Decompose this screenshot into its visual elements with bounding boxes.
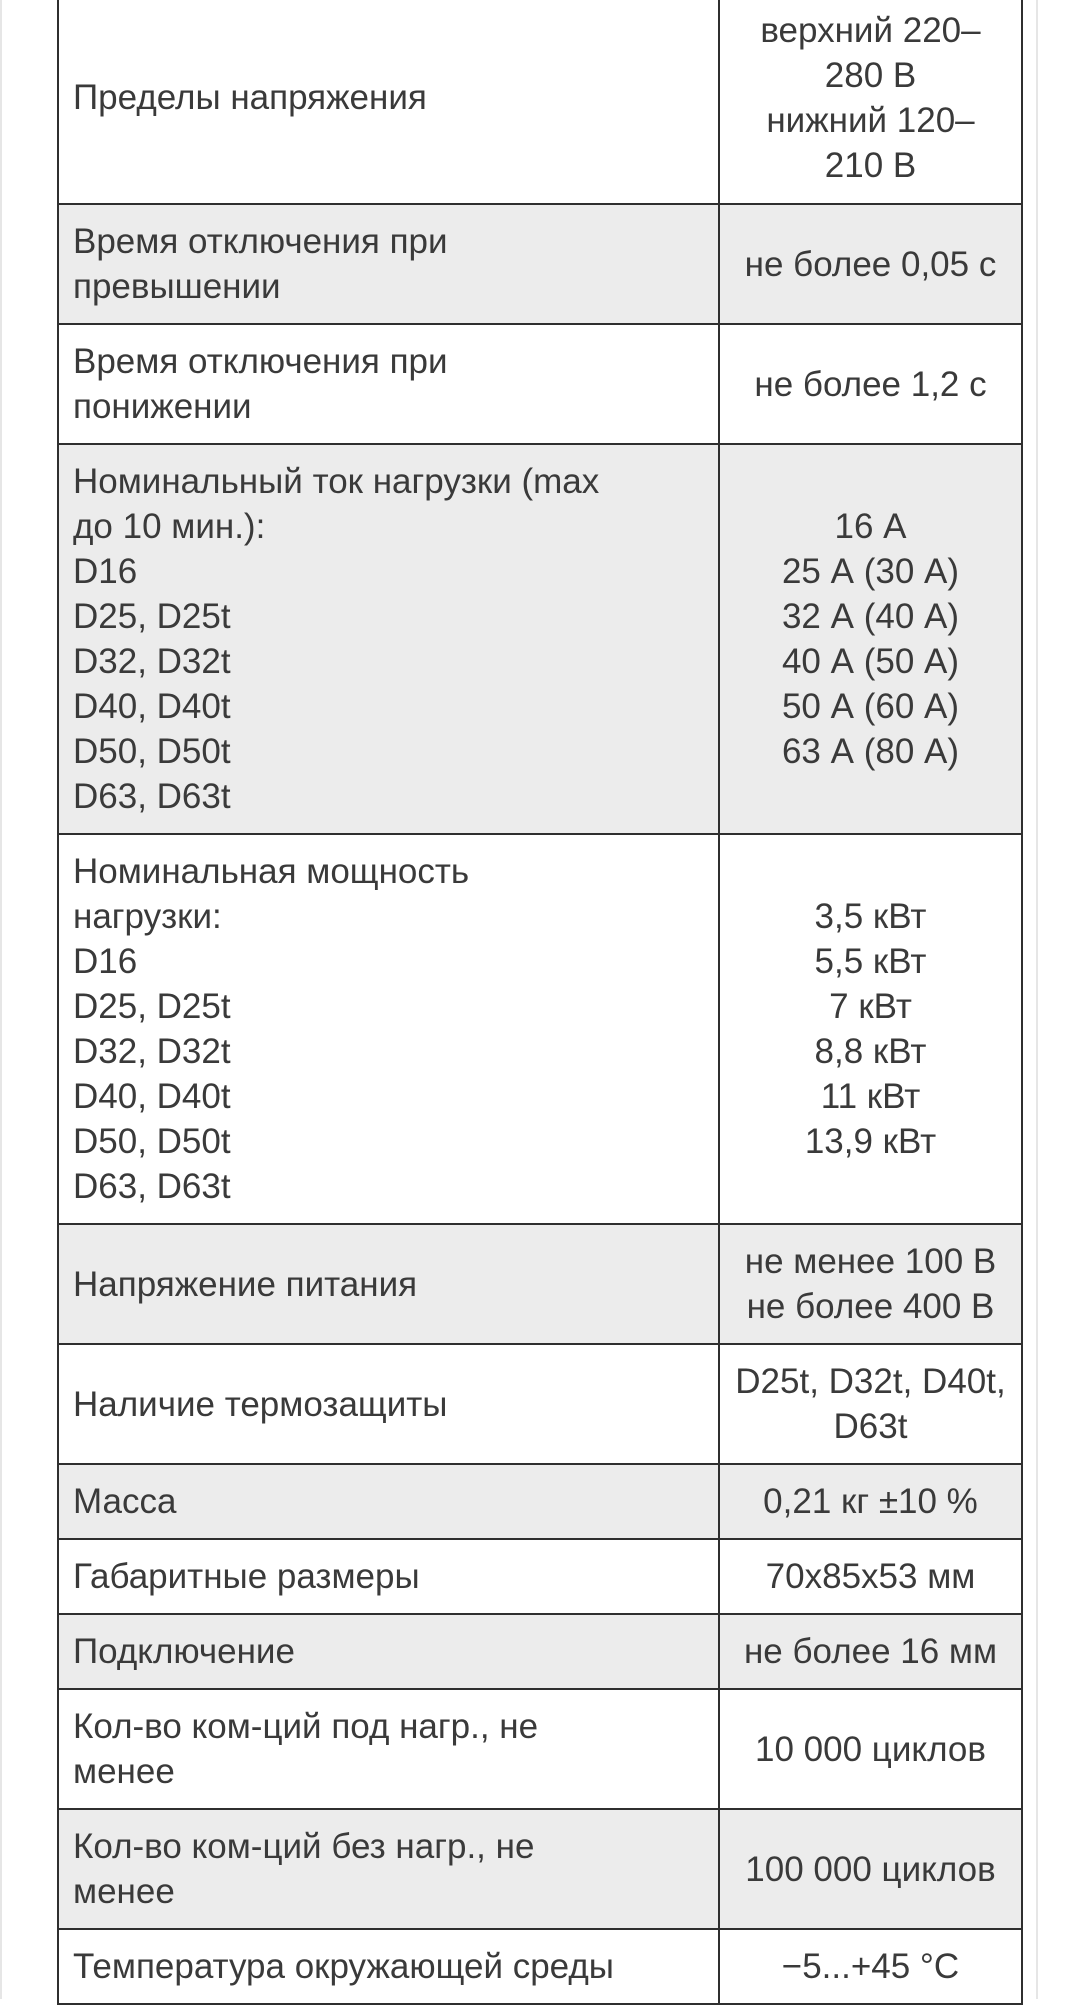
spec-row-dimensions xyxy=(58,1539,1022,1614)
spec-label: Пределы напряжения xyxy=(58,0,719,204)
spec-label: Кол-во ком-ций без нагр., не менее xyxy=(58,1809,719,1929)
spec-value: D25t, D32t, D40t, D63t xyxy=(719,1344,1022,1464)
spec-value: не более 1,2 с xyxy=(719,324,1022,444)
spec-label: Номинальная мощность нагрузки: D16 D25, D25t D32, D32t D40, D40t D50, D50t D63, D63t xyxy=(58,834,719,1224)
spec-value: не более 16 мм xyxy=(719,1614,1022,1689)
spec-label: Время отключения при понижении xyxy=(58,324,719,444)
spec-table xyxy=(57,0,1023,2005)
spec-row-switching-cycles-loaded xyxy=(58,1689,1022,1809)
spec-row-rated-current xyxy=(58,444,1022,834)
spec-label: Номинальный ток нагрузки (max до 10 мин.): D16 D25, D25t D32, D32t D40, D40t D50, D50t D63, D63t xyxy=(58,444,719,834)
page-frame-right xyxy=(1036,0,1038,1999)
spec-label: Кол-во ком-ций под нагр., не менее xyxy=(58,1689,719,1809)
spec-label: Масса xyxy=(58,1464,719,1539)
spec-value: 0,21 кг ±10 % xyxy=(719,1464,1022,1539)
spec-value: 100 000 циклов xyxy=(719,1809,1022,1929)
spec-row-undervoltage-trip-time xyxy=(58,324,1022,444)
spec-value: 16 А 25 А (30 А) 32 А (40 А) 40 А (50 А) 50 А (60 А) 63 А (80 А) xyxy=(719,444,1022,834)
spec-value: не менее 100 В не более 400 В xyxy=(719,1224,1022,1344)
spec-row-ambient-temperature xyxy=(58,1929,1022,2004)
spec-value: −5...+45 °C xyxy=(719,1929,1022,2004)
spec-row-switching-cycles-unloaded xyxy=(58,1809,1022,1929)
spec-value: верхний 220– 280 В нижний 120– 210 В xyxy=(719,0,1022,204)
spec-value: 70x85x53 мм xyxy=(719,1539,1022,1614)
spec-label: Время отключения при превышении xyxy=(58,204,719,324)
spec-row-thermal-protection xyxy=(58,1344,1022,1464)
spec-label: Наличие термозащиты xyxy=(58,1344,719,1464)
spec-row-rated-power xyxy=(58,834,1022,1224)
spec-label: Габаритные размеры xyxy=(58,1539,719,1614)
page-frame-left xyxy=(0,0,2,1999)
spec-label: Подключение xyxy=(58,1614,719,1689)
spec-row-supply-voltage xyxy=(58,1224,1022,1344)
spec-value: 10 000 циклов xyxy=(719,1689,1022,1809)
spec-row-connection xyxy=(58,1614,1022,1689)
spec-value: 3,5 кВт 5,5 кВт 7 кВт 8,8 кВт 11 кВт 13,9 кВт xyxy=(719,834,1022,1224)
spec-row-voltage-limits xyxy=(58,0,1022,204)
spec-label: Температура окружающей среды xyxy=(58,1929,719,2004)
spec-value: не более 0,05 с xyxy=(719,204,1022,324)
spec-row-mass xyxy=(58,1464,1022,1539)
spec-row-overvoltage-trip-time xyxy=(58,204,1022,324)
spec-label: Напряжение питания xyxy=(58,1224,719,1344)
